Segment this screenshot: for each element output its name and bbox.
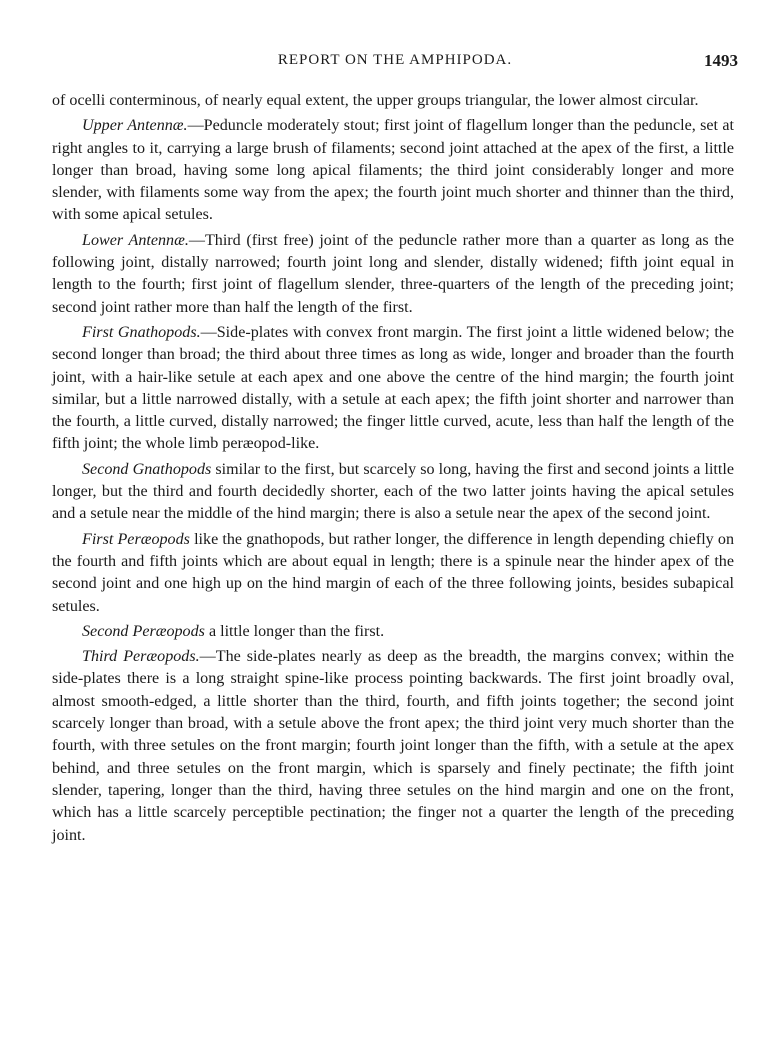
paragraph-heading: Second Peræopods (82, 622, 205, 640)
paragraph-text: —The side-plates nearly as deep as the breadth, the margins convex; within the side-plates there is a long straight spine-like process pointing backwards. The first joint broadly oval, almost smooth-edged, a little shorter than the third, fourth, and fifth joints together; the second joint scarcely longer than broad, with a setule above the front apex; the third joint very much shorter than the fourth, with three setules on the front margin; fourth joint longer than the fifth, with a setule at the apex behind, and three setules on the front margin, which is sparsely and finely pectinate; the fifth joint slender, tapering, longer than the third, having three setules on the hind margin and one on the front, which has a little scarcely perceptible pectination; the finger not a quarter the length of the preceding joint. (52, 648, 734, 844)
paragraph-second-peraeopods (52, 621, 734, 643)
paragraph-text: of ocelli conterminous, of nearly equal extent, the upper groups triangular, the lower almost circular. (52, 92, 699, 109)
paragraph-third-peraeopods (52, 646, 734, 847)
paragraph-heading: First Gnathopods. (82, 323, 201, 341)
paragraph-text: similar to the first, but scarcely so long, having the first and second joints a little longer, but the third and fourth decidedly shorter, each of the two latter joints having the apical setules and a setule near the middle of the hind margin; there is also a setule near the apex of the second joint. (52, 460, 734, 523)
paragraph-ocelli (52, 90, 734, 112)
paragraph-heading: Lower Antennæ. (82, 231, 189, 249)
paragraph-heading: Upper Antennæ. (82, 117, 188, 135)
paragraph-first-gnathopods (52, 322, 734, 456)
paragraph-text: —Side-plates with convex front margin. The first joint a little widened below; the second longer than broad; the third about three times as long as wide, longer and broader than the fourth joint, with a hair-like setule at each apex and one above the centre of the hind margin; the fourth joint similar, but a little narrowed distally, with a setule at each apex; the fifth joint shorter and narrower than the fourth, a little curved, distally narrowed; the finger little curved, acute, less than half the length of the fifth joint; the whole limb peræopod-like. (52, 323, 734, 453)
paragraph-heading: Third Peræopods. (82, 648, 200, 666)
paragraph-upper-antennae (52, 115, 734, 226)
paragraph-heading: Second Gnathopods (82, 460, 212, 478)
paragraph-heading: First Peræopods (82, 530, 190, 548)
paragraph-text: a little longer than the first. (204, 622, 385, 640)
paragraph-second-gnathopods (52, 459, 734, 526)
paragraph-text: —Third (first free) joint of the peduncle rather more than a quarter as long as the following joint, distally narrowed; fourth joint long and slender, distally widened; fifth joint equal in length to the fourth; first joint of flagellum slender, three-quarters of the length of the preceding joint; second joint rather more than half the length of the first. (52, 231, 734, 316)
paragraph-lower-antennae (52, 230, 734, 319)
paragraph-text: like the gnathopods, but rather longer, the difference in length depending chiefly on the fourth and fifth joints which are about equal in length; there is a spinule near the hinder apex of the second joint and one high up on the hind margin of each of the three following joints, besides subapical setules. (52, 530, 734, 615)
paragraph-text: —Peduncle moderately stout; first joint of flagellum longer than the peduncle, set at right angles to it, carrying a large brush of filaments; second joint attached at the apex of the first, a little longer than broad, having some long apical filaments; the third joint considerably longer and more slender, with filaments some way from the apex; the fourth joint much shorter and thinner than the third, with some apical setules. (52, 117, 734, 224)
body-text (52, 90, 734, 850)
page-number: 1493 (704, 51, 738, 70)
running-head (52, 52, 738, 76)
paragraph-first-peraeopods (52, 529, 734, 618)
running-title: REPORT ON THE AMPHIPODA. (277, 52, 513, 68)
